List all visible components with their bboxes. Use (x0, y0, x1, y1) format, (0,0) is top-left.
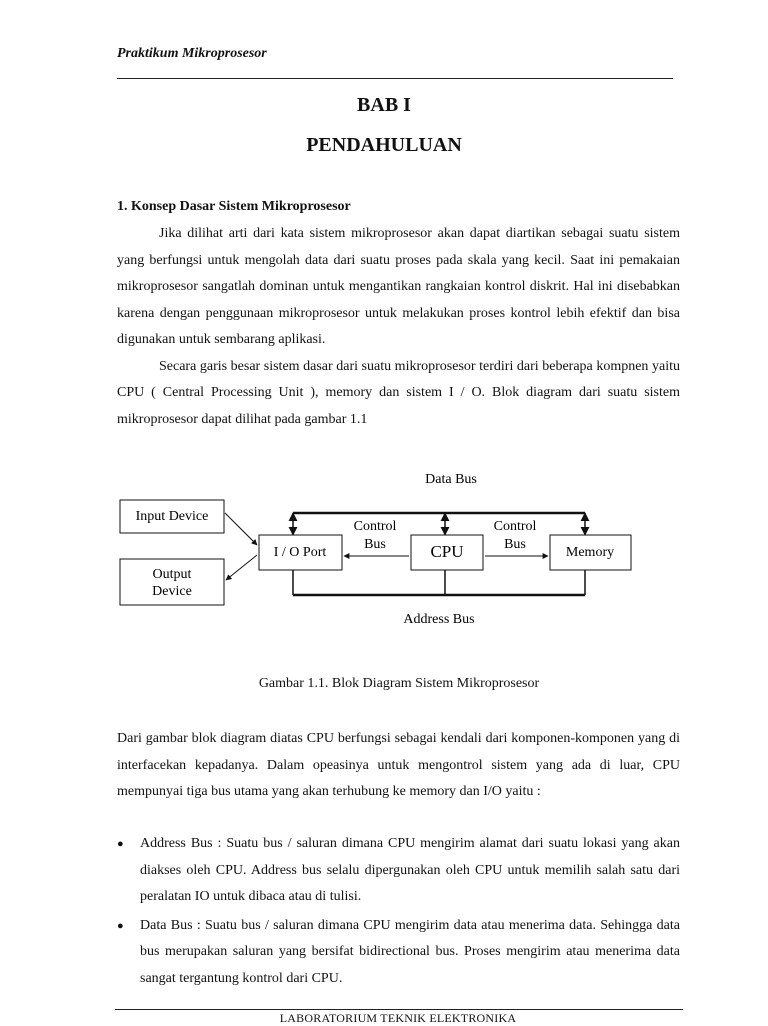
header-rule (117, 78, 673, 79)
section-heading: 1. Konsep Dasar Sistem Mikroprosesor (117, 199, 351, 214)
output-device-label-line1: Output (152, 567, 192, 582)
input-to-io-arrow (225, 513, 257, 545)
data-bus-label: Data Bus (425, 472, 477, 487)
block-diagram (110, 460, 670, 640)
input-device-label: Input Device (135, 509, 209, 524)
control-bus-left-label-1: Control (353, 519, 397, 534)
paragraph: Jika dilihat arti dari kata sistem mikroprosesor akan dapat diartikan sebagai suatu sistem yang berfungsi untuk mengolah data dari suatu proses pada skala yang kecil. Saat ini pemakaian mikroprosesor sangatlah dominan untuk mengantikan rangkaian kontrol diskrit. Hal ini disebabkan karena dengan penggunaan mikroprosesor untuk melakukan proses kontrol lebih efektif dan bisa digunakan untuk sembarang aplikasi. (117, 226, 680, 347)
paragraph-after-figure: Dari gambar blok diagram diatas CPU berfungsi sebagai kendali dari komponen-komponen yang di interfacekan kepadanya. Dalam opeasinya untuk mengontrol sistem yang ada di luar, CPU mempunyai tiga bus utama yang akan terhubung ke memory dan I/O yaitu : (117, 731, 680, 799)
footer-rule (115, 1009, 683, 1010)
memory-label: Memory (565, 545, 615, 560)
address-bus-label: Address Bus (403, 612, 475, 627)
cpu-label: CPU (430, 542, 464, 561)
io-port-label: I / O Port (273, 545, 327, 560)
control-bus-right-label-1: Control (493, 519, 537, 534)
chapter-number: BAB I (357, 94, 411, 116)
output-device-label-line2: Device (152, 584, 192, 599)
paragraph: Secara garis besar sistem dasar dari suatu mikroprosesor terdiri dari beberapa kompnen yaitu CPU ( Central Processing Unit ), memory dan sistem I / O. Blok diagram dari suatu sistem mikroprosesor dapat dilihat pada gambar 1.1 (117, 358, 680, 427)
bus-list (117, 831, 680, 994)
chapter-title: PENDAHULUAN (306, 134, 462, 156)
list-item: ● Address Bus : Suatu bus / saluran dimana CPU mengirim alamat dari suatu lokasi yang akan diakses oleh CPU. Address bus selalu dipergunakan oleh CPU untuk memilih salah satu dari peralatan IO untuk dibaca atau di tulisi. (117, 831, 680, 911)
list-item: ● Data Bus : Suatu bus / saluran dimana CPU mengirim data atau menerima data. Sehingga data bus merupakan saluran yang bersifat bidirectional bus. Proses mengirim atau menerima data sangat tergantung kontrol dari CPU. (117, 913, 680, 993)
intro-paragraphs (117, 221, 680, 433)
control-bus-right-label-2: Bus (504, 537, 526, 552)
figure-caption: Gambar 1.1. Blok Diagram Sistem Mikroprosesor (258, 676, 540, 691)
footer-text: LABORATORIUM TEKNIK ELEKTRONIKA (279, 1011, 517, 1025)
control-bus-left-label-2: Bus (364, 537, 386, 552)
io-to-output-arrow (226, 555, 257, 580)
running-header: Praktikum Mikroprosesor (117, 46, 267, 61)
